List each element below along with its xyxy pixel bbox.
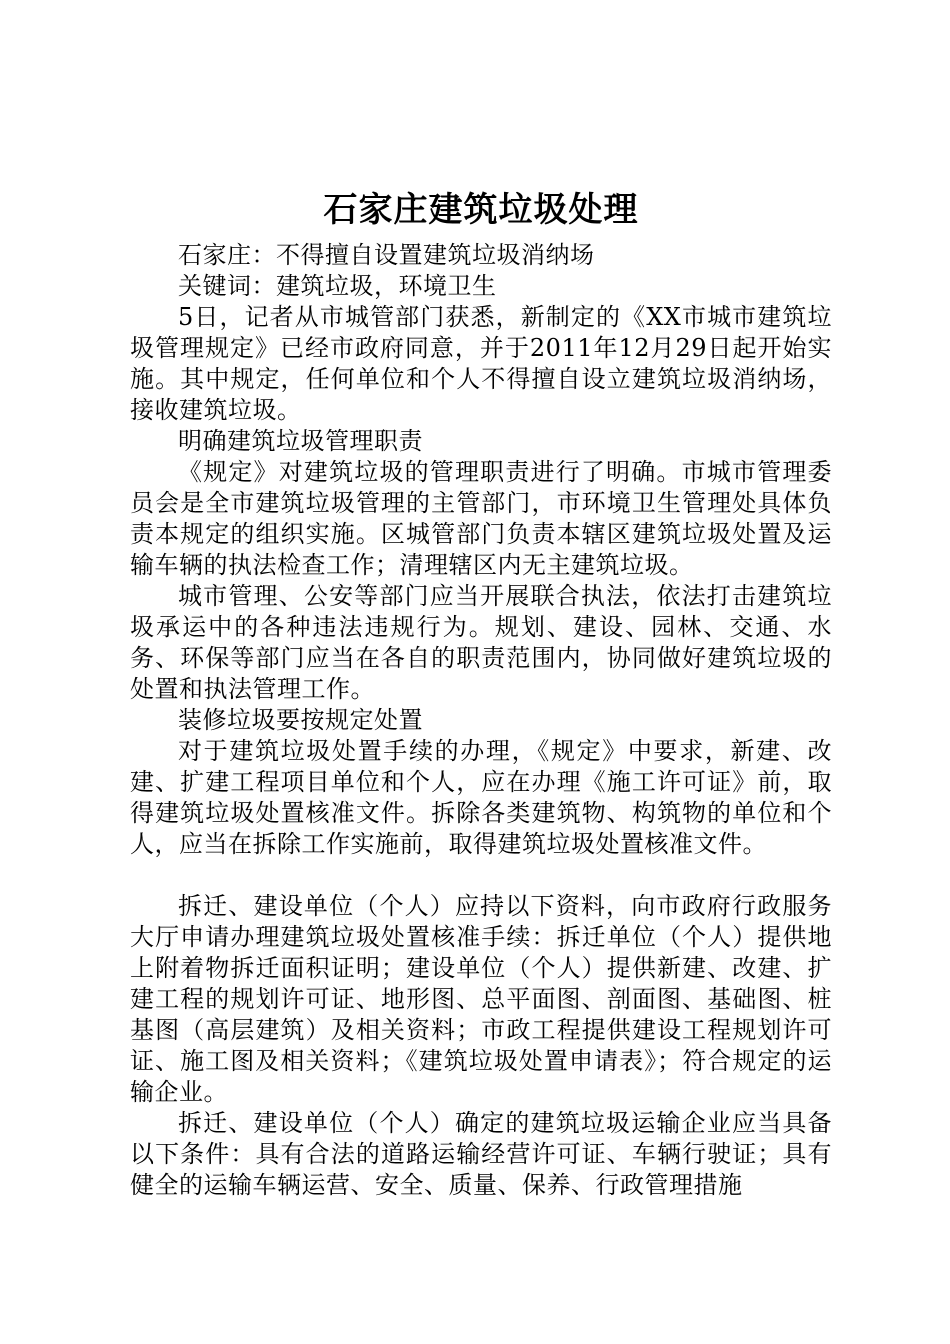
document-title: 石家庄建筑垃圾处理 — [323, 190, 639, 230]
section-heading: 装修垃圾要按规定处置 — [178, 706, 423, 734]
section-heading: 明确建筑垃圾管理职责 — [178, 427, 423, 455]
keywords-paragraph: 关键词：建筑垃圾，环境卫生 — [178, 272, 497, 300]
body-paragraph: 城市管理、公安等部门应当开展联合执法，依法打击建筑垃圾承运中的各种违法违规行为。规划、建设、园林、交通、水务、环保等部门应当在各自的职责范围内，协同做好建筑垃圾的处置和执法管理工作。 — [130, 582, 832, 703]
body-paragraph: 《规定》对建筑垃圾的管理职责进行了明确。市城市管理委员会是全市建筑垃圾管理的主管部门，市环境卫生管理处具体负责本规定的组织实施。区城管部门负责本辖区建筑垃圾处置及运输车辆的执法检查工作；清理辖区内无主建筑垃圾。 — [130, 458, 832, 579]
body-paragraph: 拆迁、建设单位（个人）确定的建筑垃圾运输企业应当具备以下条件：具有合法的道路运输经营许可证、车辆行驶证；具有健全的运输车辆运营、安全、质量、保养、行政管理措施 — [130, 1109, 832, 1199]
document-page — [130, 180, 832, 1201]
body-paragraph: 拆迁、建设单位（个人）应持以下资料，向市政府行政服务大厅申请办理建筑垃圾处置核准手续：拆迁单位（个人）提供地上附着物拆迁面积证明；建设单位（个人）提供新建、改建、扩建工程的规划许可证、地形图、总平面图、剖面图、基础图、桩基图（高层建筑）及相关资料；市政工程提供建设工程规划许可证、施工图及相关资料；《建筑垃圾处置申请表》；符合规定的运输企业。 — [130, 892, 832, 1106]
body-paragraph: 5日，记者从市城管部门获悉，新制定的《XX市城市建筑垃圾管理规定》已经市政府同意，并于2011年12月29日起开始实施。其中规定，任何单位和个人不得擅自设立建筑垃圾消纳场，接收建筑垃圾。 — [130, 303, 832, 424]
body-paragraph: 对于建筑垃圾处置手续的办理，《规定》中要求，新建、改建、扩建工程项目单位和个人，应在办理《施工许可证》前，取得建筑垃圾处置核准文件。拆除各类建筑物、构筑物的单位和个人，应当在拆除工作实施前，取得建筑垃圾处置核准文件。 — [130, 737, 832, 858]
subtitle-paragraph: 石家庄：不得擅自设置建筑垃圾消纳场 — [178, 241, 595, 269]
